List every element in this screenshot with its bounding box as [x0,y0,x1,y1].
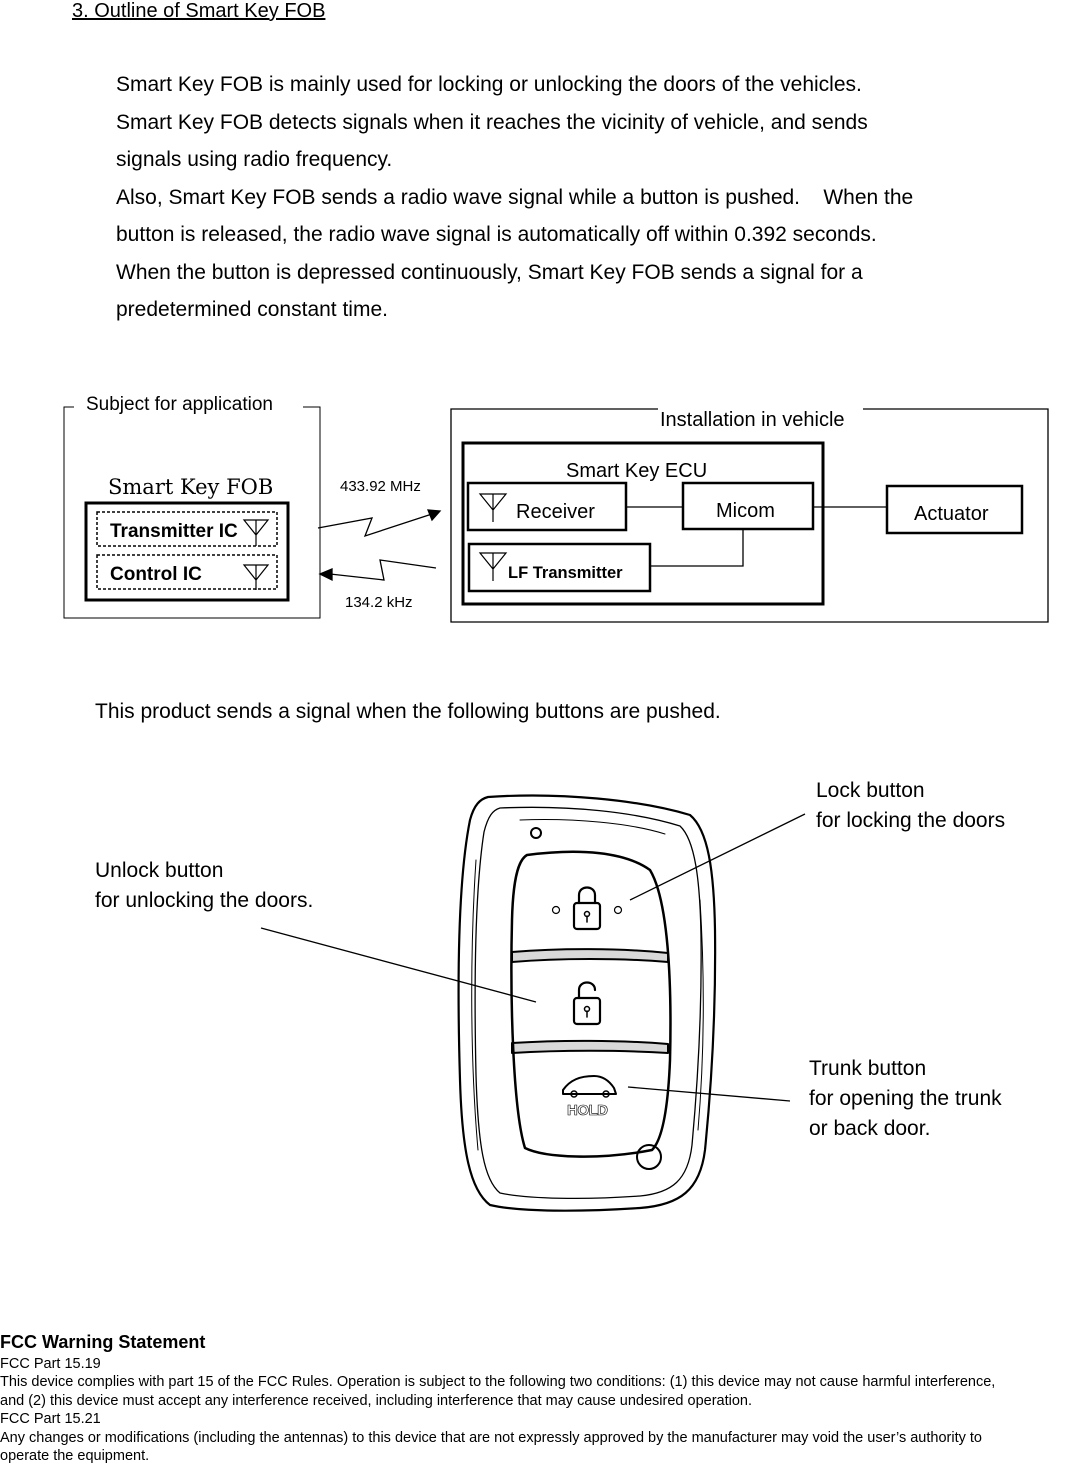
actuator-label: Actuator [914,503,989,525]
antenna-icon [244,520,268,546]
rf-link-down [320,560,436,580]
fob-outer-shell [459,796,716,1211]
intro-line: When the button is depressed continuously, Smart Key FOB sends a signal for a [116,260,863,284]
fcc-line: operate the equipment. [0,1448,150,1465]
freq-down-label: 134.2 kHz [345,594,413,611]
button-separator [512,949,668,962]
fcc-line: FCC Part 15.19 [0,1356,101,1372]
fcc-body [0,1355,1085,1465]
fcc-line: FCC Part 15.21 [0,1411,101,1428]
system-block-diagram [0,380,1085,640]
button-separator [512,1041,668,1053]
antenna-icon [480,553,506,581]
unlock-callout-line: for unlocking the doors. [95,889,314,912]
fob-label: Smart Key FOB [108,475,274,499]
intro-line: signals using radio frequency. [116,148,393,171]
transmitter-ic-label: Transmitter IC [110,521,238,542]
intro-line: Smart Key FOB detects signals when it reaches the vicinity of vehicle, and sends [116,110,868,134]
antenna-icon [244,565,268,590]
key-fob-illustration [0,760,1085,1230]
intro-line: Also, Smart Key FOB sends a radio wave signal while a button is pushed. When the [116,185,914,209]
fob-inner-shell [475,807,701,1198]
intro-line: button is released, the radio wave signal is automatically off within 0.392 seconds. [116,223,877,246]
unlock-icon [574,983,600,1025]
lock-callout-line: Lock button [816,779,925,802]
lf-transmitter-label: LF Transmitter [508,564,623,582]
subject-label: Subject for application [86,394,273,415]
micom-label: Micom [716,500,775,522]
trunk-callout-line: for opening the trunk [809,1087,1002,1110]
installation-label: Installation in vehicle [660,409,845,431]
fcc-heading: FCC Warning Statement [0,1332,206,1352]
hold-label: HOLD [567,1102,608,1119]
fcc-line: Any changes or modifications (including the antennas) to this device that are not expressly approved by the manufacturer may void the user’s authority to [0,1429,982,1446]
lock-icon [553,888,622,930]
trunk-callout-line: or back door. [809,1117,931,1140]
receiver-label: Receiver [516,501,595,523]
micom-lf-link [650,529,743,566]
control-ic-label: Control IC [110,564,202,585]
unlock-leader-line [261,928,536,1002]
intro-paragraph [116,66,1016,329]
section-title: 3. Outline of Smart Key FOB [72,0,326,22]
intro-line: predetermined constant time. [116,298,388,321]
unlock-callout-line: Unlock button [95,859,224,882]
fcc-line: This device complies with part 15 of the FCC Rules. Operation is subject to the following two conditions: (1) this device may not cause harmful interference, [0,1374,996,1391]
release-button-icon [637,1145,661,1169]
trunk-icon [563,1076,616,1097]
intro-line: Smart Key FOB is mainly used for locking or unlocking the doors of the vehicles. [116,73,862,96]
fob-box [86,503,288,600]
ecu-label: Smart Key ECU [566,460,708,482]
lock-leader-line [630,814,805,900]
keyring-hole-icon [531,828,541,838]
antenna-icon [480,494,506,522]
buttons-intro: This product sends a signal when the following buttons are pushed. [95,700,721,723]
fcc-line: and (2) this device must accept any interference received, including interference that may cause undesired operation. [0,1392,753,1409]
lock-callout-line: for locking the doors [816,809,1006,832]
rf-link-up [318,510,440,536]
trunk-callout-line: Trunk button [809,1057,927,1080]
freq-up-label: 433.92 MHz [340,478,421,495]
